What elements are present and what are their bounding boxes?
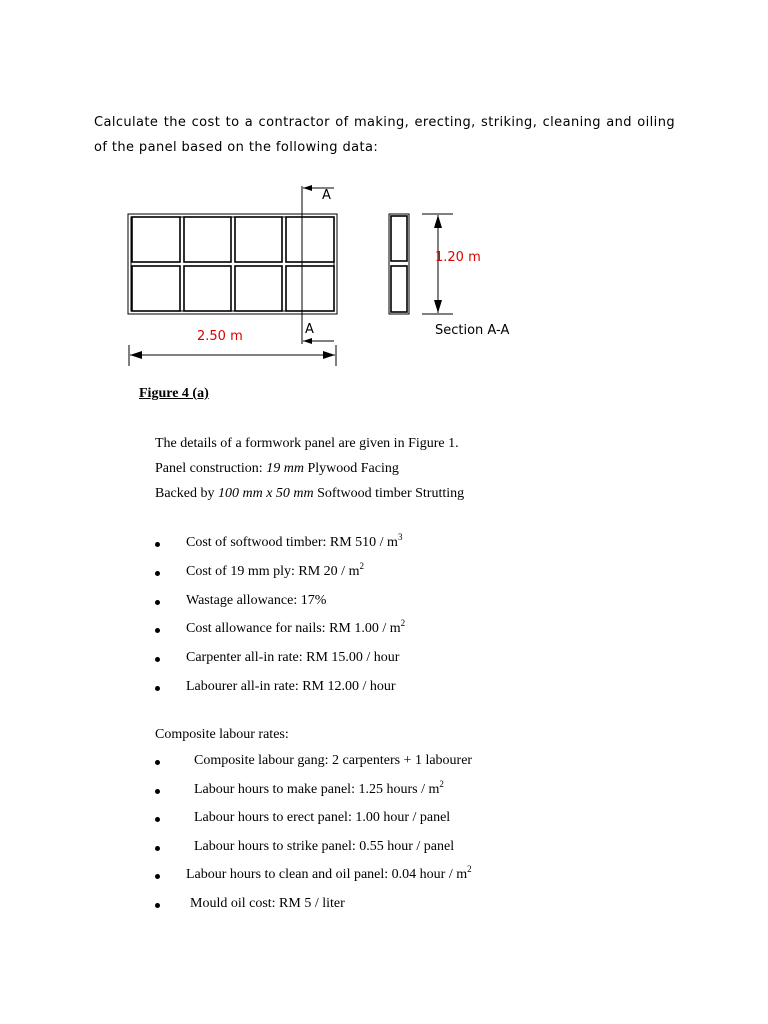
bullet-icon (155, 760, 160, 765)
formwork-panel-figure (0, 180, 768, 380)
cost-item: Wastage allowance: 17% (186, 592, 327, 608)
panel-cells (132, 217, 334, 311)
cost-item: Cost allowance for nails: RM $1.00 / m^2$ (186, 618, 406, 637)
composite-item: Mould oil cost: RM 5 / liter (190, 896, 345, 911)
cost-item: Carpenter all-in rate: RM 15.00 / hour (186, 650, 400, 666)
bullet-icon (155, 846, 160, 851)
panel-inner-frame (131, 217, 334, 311)
bullet-icon (155, 542, 160, 547)
composite-item: Labour hours to erect panel: 1.00 hour / panel (194, 810, 451, 826)
bullet-icon (155, 571, 160, 576)
height-label: 1.20 m (435, 250, 481, 265)
bullet-icon (155, 628, 160, 633)
section-label: Section A-A (435, 323, 510, 338)
cost-item: Cost of 19 mm ply: RM $20 / m^2$ (186, 560, 364, 579)
figure-caption: Figure 4 (a) (139, 386, 209, 401)
section-marker-top: A (322, 188, 331, 203)
bullet-icon (155, 789, 160, 794)
composite-item: Labour hours to clean and oil panel: 0.04 hour / $m^2$ (186, 864, 472, 883)
panel-outer-frame (128, 214, 337, 314)
bullet-icon (155, 686, 160, 691)
composite-item: Labour hours to strike panel: 0.55 hour / panel (194, 838, 455, 854)
bullet-icon (155, 817, 160, 822)
section-arrow-bottom (303, 338, 312, 344)
composite-item: Composite labour gang: 2 carpenters + 1 labourer (194, 753, 473, 768)
bullet-icon (155, 874, 160, 879)
bullet-icon (155, 600, 160, 605)
composite-item: Labour hours to make panel: 1.25 hours / $m^2$ (194, 778, 444, 797)
width-label: 2.50 m (197, 329, 243, 344)
section-arrow-top (303, 185, 312, 191)
cost-item: Cost of softwood timber: RM $510 / m^3$ (186, 532, 403, 550)
details-line-1: The details of a formwork panel are given in Figure 1. (155, 436, 459, 451)
bullet-icon (155, 657, 160, 662)
composite-heading: Composite labour rates: (155, 727, 289, 742)
details-line-2: Panel construction: 19 mm Plywood Facing (155, 461, 399, 476)
section-marker-bottom: A (305, 322, 314, 337)
intro-paragraph: Calculate the cost to a contractor of making, erecting, striking, cleaning and oiling of the panel based on the following data: (94, 115, 675, 155)
section-view-outer (389, 214, 409, 314)
bullet-icon (155, 903, 160, 908)
cost-item: Labourer all-in rate: RM 12.00 / hour (186, 679, 396, 694)
details-line-3: Backed by 100 mm x 50 mm Softwood timber Strutting (155, 486, 465, 501)
